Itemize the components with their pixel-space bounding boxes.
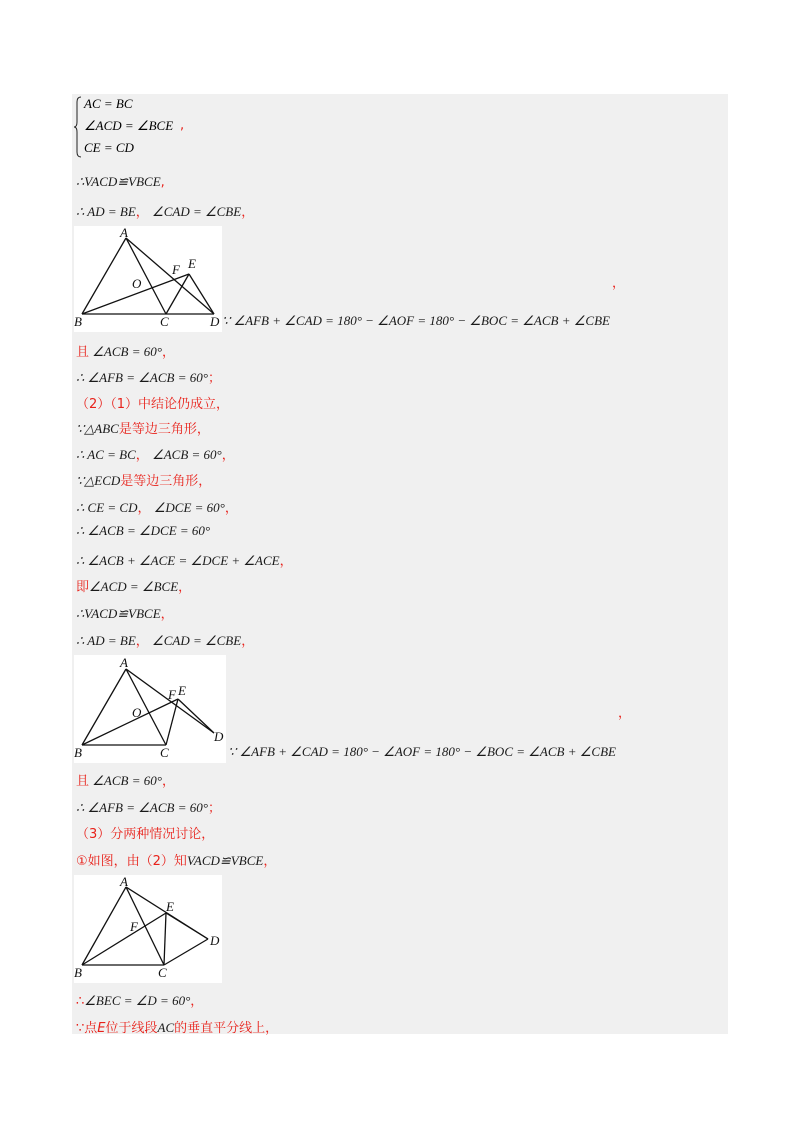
- line-congruent-2: ∴VACD≌VBCE，: [76, 606, 174, 622]
- figure-1: [74, 226, 222, 332]
- figure-3: [74, 875, 222, 983]
- line-ad-be-1: ∴ AD = BE， ∠CAD = ∠CBE，: [76, 204, 255, 220]
- system-row-3: CE = CD: [84, 140, 134, 155]
- fig1-label-o: O: [132, 276, 142, 291]
- line-afb-2: ∴ ∠AFB = ∠ACB = 60°；: [76, 800, 221, 816]
- fig2-label-a: A: [120, 655, 128, 670]
- line-acd-bce: 即∠ACD = ∠BCE，: [76, 579, 192, 595]
- line-ecd-equilateral: ∵△ECD是等边三角形，: [76, 473, 212, 489]
- fig2-label-e: E: [178, 683, 186, 698]
- fig2-label-d: D: [214, 729, 224, 744]
- fig2-label-b: B: [74, 745, 82, 759]
- line-ad-be-2: ∴ AD = BE， ∠CAD = ∠CBE，: [76, 633, 255, 649]
- line-afb-1: ∴ ∠AFB = ∠ACB = 60°；: [76, 370, 221, 386]
- line-part-2: （2）（1）中结论仍成立，: [76, 397, 230, 412]
- line-acb-60-1: 且 ∠ACB = 60°，: [76, 344, 175, 360]
- line-ce-cd: ∴ CE = CD， ∠DCE = 60°，: [76, 500, 238, 516]
- fig1-proof-line: ∵ ∠AFB + ∠CAD = 180° − ∠AOF = 180° − ∠BOC = ∠ACB + ∠CBE: [222, 313, 610, 328]
- fig3-label-c: C: [158, 965, 167, 979]
- fig1-label-e: E: [188, 256, 196, 271]
- figure-2: [74, 655, 226, 763]
- fig1-label-f: F: [172, 262, 180, 277]
- fig1-label-d: D: [210, 314, 220, 328]
- system-row-1: AC = BC: [84, 96, 133, 111]
- fig1-label-a: A: [120, 226, 128, 240]
- fig3-label-d: D: [210, 933, 220, 948]
- fig1-label-c: C: [160, 314, 169, 328]
- line-angle-sum: ∴ ∠ACB + ∠ACE = ∠DCE + ∠ACE，: [76, 553, 293, 569]
- line-case-1: ①如图，由（2）知VACD≌VBCE，: [76, 853, 277, 869]
- left-brace-icon: [74, 96, 82, 158]
- fig2-label-f: F: [168, 687, 176, 702]
- fig2-proof-line: ∵ ∠AFB + ∠CAD = 180° − ∠AOF = 180° − ∠BOC = ∠ACB + ∠CBE: [228, 744, 616, 759]
- fig3-label-b: B: [74, 965, 82, 979]
- system-row-2: ∠ACD = ∠BCE: [84, 118, 174, 133]
- fig1-label-b: B: [74, 314, 82, 328]
- line-acb-dce: ∴ ∠ACB = ∠DCE = 60°: [76, 523, 211, 538]
- line-acb-60-2: 且 ∠ACB = 60°，: [76, 773, 175, 789]
- line-bec-d: ∴∠BEC = ∠D = 60°，: [76, 993, 204, 1009]
- line-abc-equilateral: ∵△ABC是等边三角形，: [76, 421, 210, 437]
- fig3-label-f: F: [130, 919, 138, 934]
- fig1-trailing-comma: ，: [612, 276, 626, 291]
- line-perpendicular-bisector: ∵点E位于线段AC的垂直平分线上，: [76, 1020, 279, 1036]
- fig3-label-e: E: [166, 899, 174, 914]
- line-part-3: （3）分两种情况讨论，: [76, 827, 215, 842]
- line-congruent-1: ∴VACD≌VBCE,: [76, 174, 165, 190]
- fig3-label-a: A: [120, 875, 128, 889]
- line-ac-bc: ∴ AC = BC， ∠ACB = 60°，: [76, 447, 235, 463]
- fig2-label-o: O: [132, 705, 142, 720]
- fig2-label-c: C: [160, 745, 169, 759]
- system-row-2-comma: ,: [180, 118, 185, 133]
- fig2-trailing-comma: ，: [618, 706, 632, 721]
